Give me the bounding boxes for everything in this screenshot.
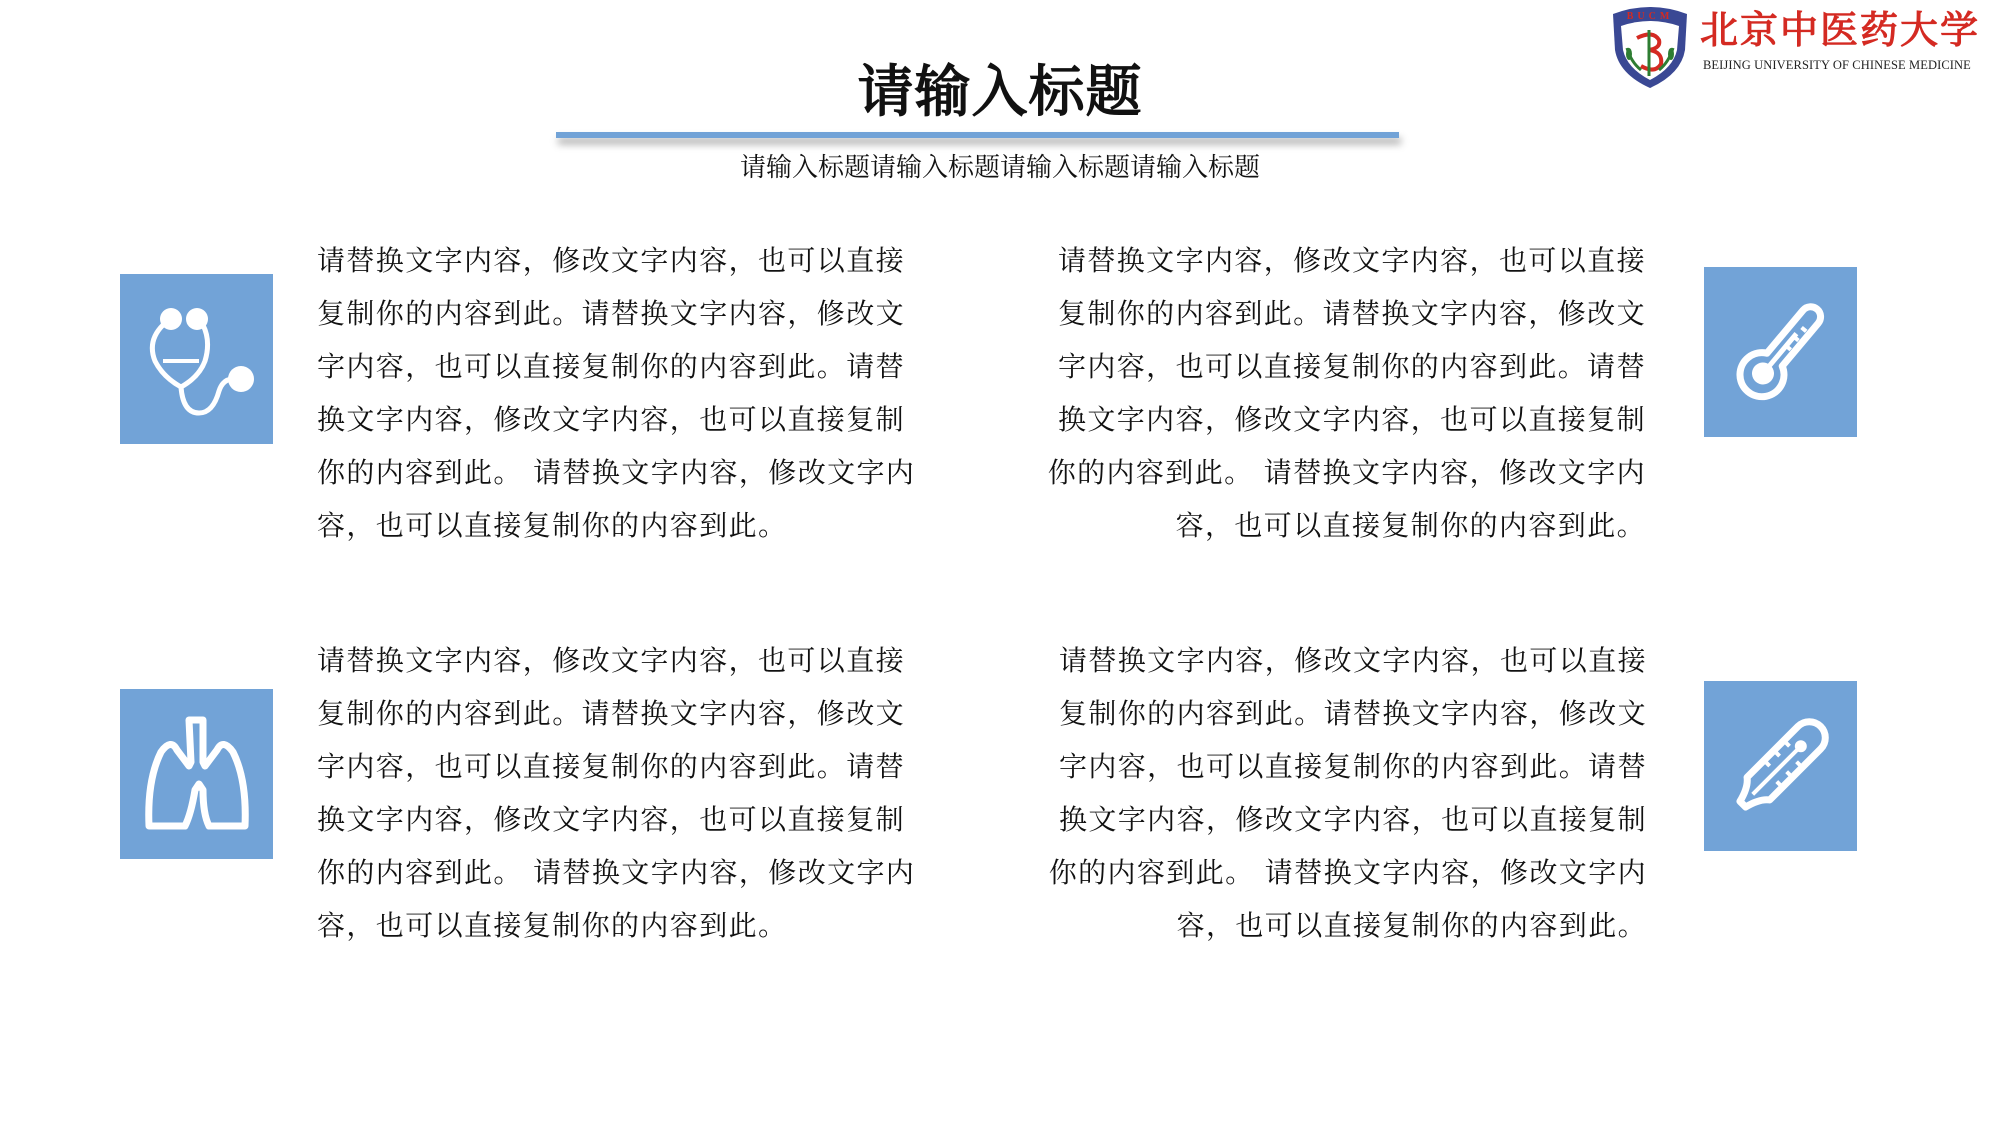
thermometer-icon-box	[1704, 267, 1857, 437]
stethoscope-icon-box	[120, 274, 273, 444]
text-line: 你的内容到此。 请替换文字内容，修改文字内	[317, 856, 916, 889]
thermometer-icon	[1717, 288, 1845, 416]
text-line: 你的内容到此。 请替换文字内容，修改文字内	[317, 456, 916, 489]
lungs-icon-box	[120, 689, 273, 859]
section-text-bottom-left	[317, 634, 957, 952]
text-line: 容，也可以直接复制你的内容到此。	[1176, 909, 1647, 942]
text-line: 容，也可以直接复制你的内容到此。	[317, 909, 788, 942]
text-line: 复制你的内容到此。请替换文字内容，修改文	[1058, 697, 1647, 730]
stethoscope-icon	[133, 295, 261, 423]
lungs-icon	[133, 710, 261, 838]
title-divider	[556, 132, 1399, 138]
svg-text:BUCM: BUCM	[1626, 11, 1674, 22]
text-line: 容，也可以直接复制你的内容到此。	[1175, 509, 1646, 542]
text-line: 复制你的内容到此。请替换文字内容，修改文	[317, 297, 906, 330]
university-name-en: BEIJING UNIVERSITY OF CHINESE MEDICINE	[1703, 58, 1971, 72]
section-text-bottom-right	[1007, 634, 1647, 952]
text-line: 字内容，也可以直接复制你的内容到此。请替	[317, 750, 906, 783]
text-line: 换文字内容，修改文字内容，也可以直接复制	[317, 403, 906, 436]
page-title: 请输入标题	[857, 60, 1143, 125]
text-line: 你的内容到此。 请替换文字内容，修改文字内	[1048, 856, 1647, 889]
text-line: 你的内容到此。 请替换文字内容，修改文字内	[1047, 456, 1646, 489]
text-line: 字内容，也可以直接复制你的内容到此。请替	[1058, 750, 1647, 783]
clinical-thermometer-icon	[1717, 702, 1845, 830]
text-line: 换文字内容，修改文字内容，也可以直接复制	[1058, 803, 1647, 836]
text-line: 请替换文字内容，修改文字内容，也可以直接	[317, 244, 906, 277]
text-line: 容，也可以直接复制你的内容到此。	[317, 509, 788, 542]
section-text-top-left	[317, 234, 957, 552]
text-line: 换文字内容，修改文字内容，也可以直接复制	[317, 803, 906, 836]
clinical-thermometer-icon-box	[1704, 681, 1857, 851]
text-line: 请替换文字内容，修改文字内容，也可以直接	[317, 644, 906, 677]
text-line: 复制你的内容到此。请替换文字内容，修改文	[1057, 297, 1646, 330]
page-subtitle: 请输入标题请输入标题请输入标题请输入标题	[739, 153, 1260, 183]
section-text-top-right	[1006, 234, 1646, 552]
text-line: 字内容，也可以直接复制你的内容到此。请替	[317, 350, 906, 383]
text-line: 请替换文字内容，修改文字内容，也可以直接	[1058, 644, 1647, 677]
text-line: 复制你的内容到此。请替换文字内容，修改文	[317, 697, 906, 730]
university-name-cn: 北京中医药大学	[1700, 7, 1981, 52]
text-line: 字内容，也可以直接复制你的内容到此。请替	[1057, 350, 1646, 383]
text-line: 换文字内容，修改文字内容，也可以直接复制	[1057, 403, 1646, 436]
text-line: 请替换文字内容，修改文字内容，也可以直接	[1057, 244, 1646, 277]
